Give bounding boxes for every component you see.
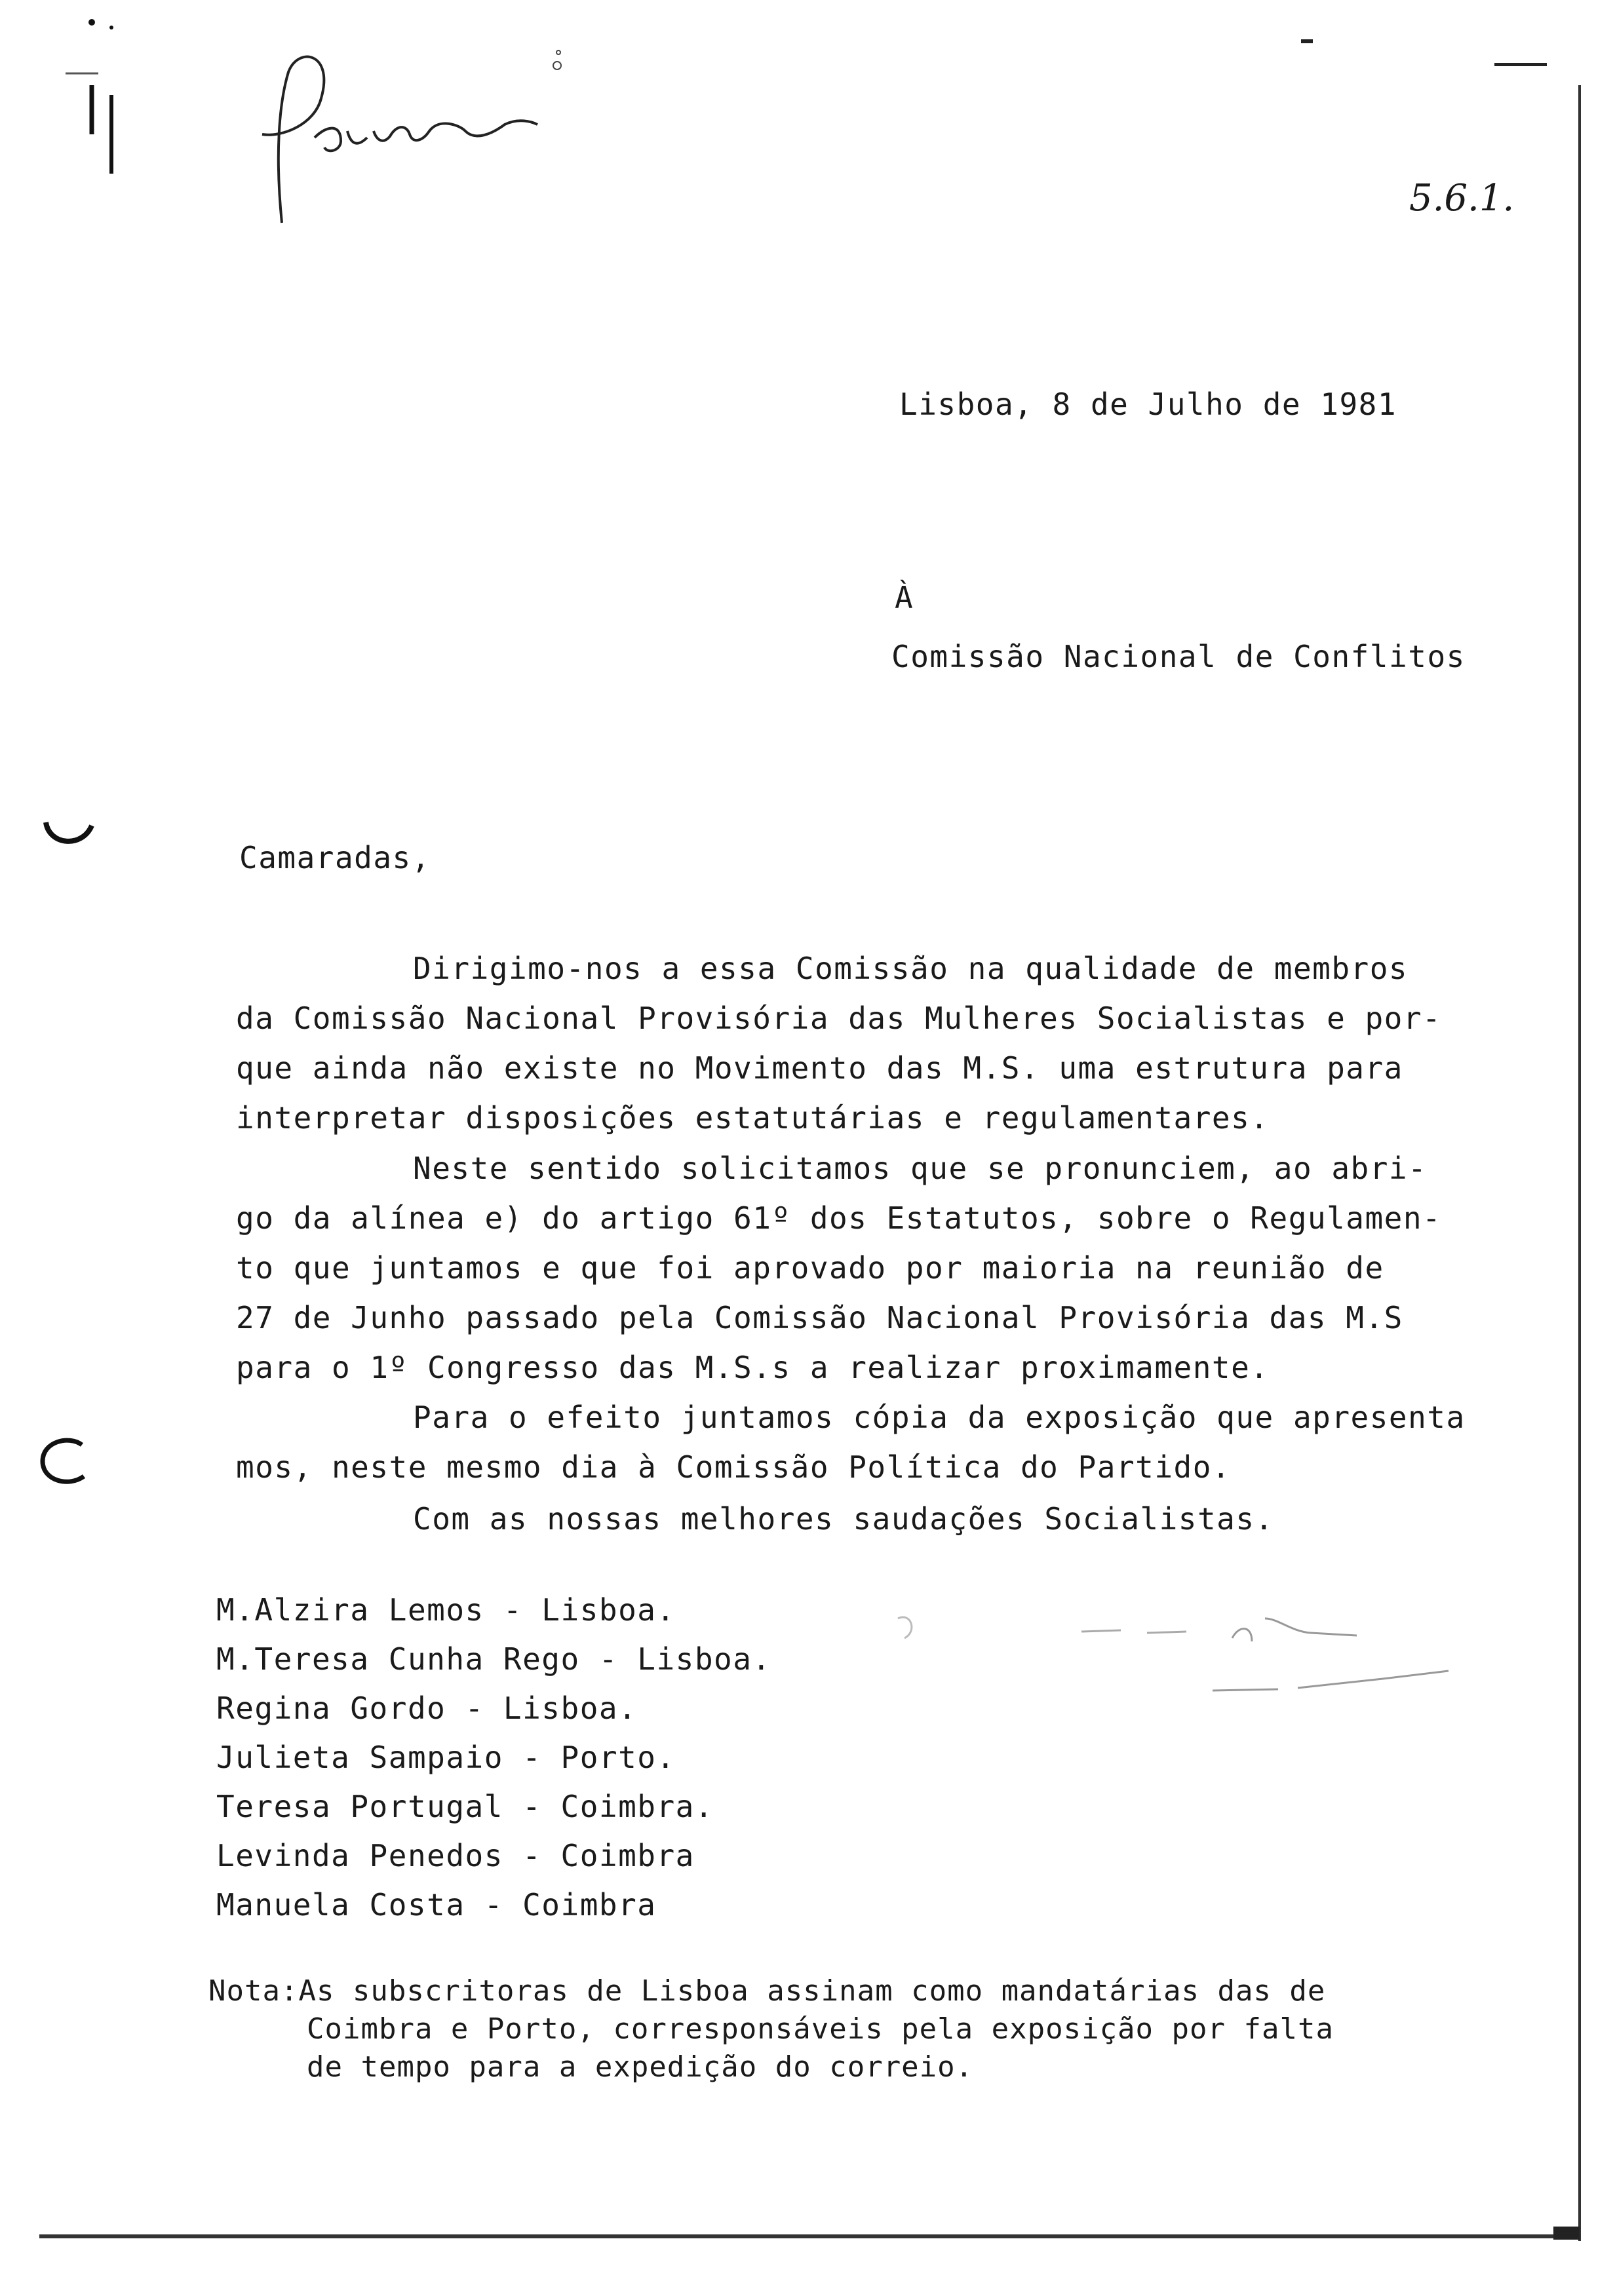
page-reference: 5.6.1. (1409, 177, 1515, 220)
paragraph-line: Dirigimo-nos a essa Comissão na qualidade de membros (413, 951, 1409, 986)
paragraph-1 (236, 944, 1481, 1143)
corner-dash (1494, 63, 1547, 66)
paragraph-line: Neste sentido solicitamos que se pronunciem, ao abri- (413, 1151, 1428, 1186)
recipient-name: Comissão Nacional de Conflitos (891, 639, 1466, 674)
signatory: Levinda Penedos - Coimbra (216, 1838, 695, 1873)
note (208, 1972, 1334, 2086)
paragraph-line: da Comissão Nacional Provisória das Mulheres Socialistas e por- (236, 1001, 1442, 1036)
place-date: Lisboa, 8 de Julho de 1981 (899, 387, 1397, 422)
paragraph-line: to que juntamos e que foi aprovado por maioria na reunião de (236, 1250, 1384, 1286)
paragraph-line: que ainda não existe no Movimento das M.S. uma estrutura para (236, 1050, 1403, 1086)
signatory: Teresa Portugal - Coimbra. (216, 1789, 714, 1824)
margin-marks (26, 13, 118, 183)
paragraph-line: para o 1º Congresso das M.S.s a realizar proximamente. (236, 1350, 1270, 1385)
paragraph-3 (236, 1392, 1481, 1492)
signatory: Julieta Sampaio - Porto. (216, 1740, 676, 1775)
signatory-list (216, 1586, 771, 1930)
note-line: Nota:As subscritoras de Lisboa assinam como mandatárias das de (208, 1974, 1326, 2008)
signatory: M.Alzira Lemos - Lisboa. (216, 1592, 676, 1628)
salutation: Camaradas, (239, 840, 431, 875)
signatory: Regina Gordo - Lisboa. (216, 1691, 638, 1726)
page-edge-bottom (39, 2234, 1580, 2238)
paragraph-line: Para o efeito juntamos cópia da exposição que apresenta (413, 1400, 1466, 1435)
recipient-prefix: À (895, 580, 914, 615)
paragraph-line: go da alínea e) do artigo 61º dos Estatutos, sobre o Regulamen- (236, 1200, 1442, 1236)
paragraph-4 (236, 1494, 1481, 1544)
paragraph-line: 27 de Junho passado pela Comissão Nacional Provisória das M.S (236, 1300, 1403, 1335)
corner-dot (1301, 39, 1313, 43)
paragraph-line: mos, neste mesmo dia à Comissão Política do Partido. (236, 1449, 1232, 1485)
note-line: de tempo para a expedição do correio. (307, 2050, 974, 2084)
paragraph-line: Com as nossas melhores saudações Socialistas. (413, 1501, 1274, 1537)
page-edge-right (1578, 85, 1581, 2241)
signatory: M.Teresa Cunha Rego - Lisboa. (216, 1641, 771, 1677)
signatory: Manuela Costa - Coimbra (216, 1887, 657, 1923)
note-line: Coimbra e Porto, corresponsáveis pela exposição por falta (307, 2012, 1334, 2046)
page-edge-bottom-smudge (1553, 2227, 1580, 2240)
paragraph-2 (236, 1143, 1481, 1392)
faint-signature (885, 1592, 1462, 1710)
binder-mark-top (39, 816, 98, 855)
binder-mark-bottom (33, 1432, 92, 1491)
paragraph-line: interpretar disposições estatutárias e regulamentares. (236, 1100, 1270, 1136)
handwritten-annotation (243, 26, 583, 242)
